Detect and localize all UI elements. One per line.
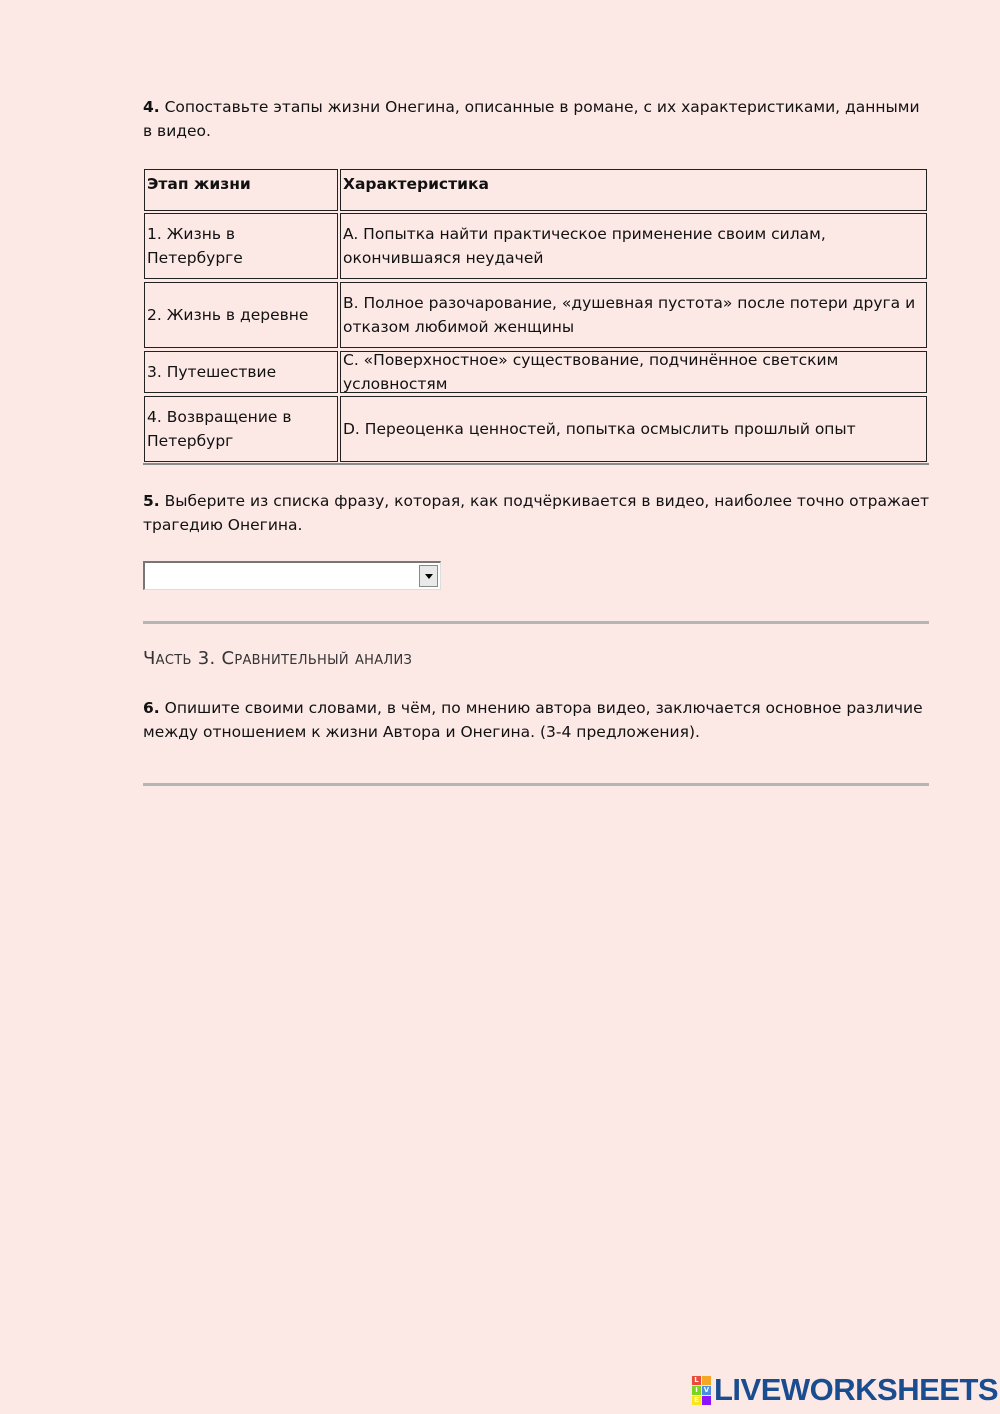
logo-letter-v: V (703, 1385, 710, 1394)
table-cell-char-b: B. Полное разочарование, «душевная пустота» после потери друга и отказом любимой женщины (340, 282, 927, 348)
question-5-text: Выберите из списка фразу, которая, как подчёркивается в видео, наиболее точно отражает трагедию Онегина. (143, 492, 930, 534)
table-header-stage: Этап жизни (144, 169, 338, 211)
question-5 (143, 489, 933, 537)
question-4-number: 4. (143, 98, 160, 116)
phrase-select-dropdown[interactable] (143, 561, 441, 590)
table-cell-char-d: D. Переоценка ценностей, попытка осмыслить прошлый опыт (340, 396, 927, 462)
logo-blocks-icon (692, 1376, 711, 1405)
logo-letter-e: E (692, 1396, 701, 1405)
table-cell-char-c: C. «Поверхностное» существование, подчинённое светским условностям (340, 351, 927, 393)
question-6 (143, 696, 933, 744)
logo-block (702, 1396, 711, 1405)
question-6-text: Опишите своими словами, в чём, по мнению автора видео, заключается основное различие между отношением к жизни Автора и Онегина. (3-4 предложения). (143, 699, 923, 741)
question-6-number: 6. (143, 699, 160, 717)
liveworksheets-logo (692, 1374, 998, 1406)
section-divider (143, 621, 929, 624)
question-5-number: 5. (143, 492, 160, 510)
dropdown-arrow-icon[interactable] (419, 565, 438, 587)
part-3-title: Часть 3. Сравнительный анализ (143, 648, 413, 669)
table-cell-stage-3: 3. Путешествие (144, 351, 338, 393)
table-header-characteristic: Характеристика (340, 169, 927, 211)
table-cell-stage-2: 2. Жизнь в деревне (144, 282, 338, 348)
table-cell-stage-1: 1. Жизнь в Петербурге (144, 213, 338, 279)
question-4 (143, 95, 933, 143)
logo-letter-l: L (692, 1376, 701, 1385)
logo-letter-i: I (692, 1386, 701, 1395)
answer-line[interactable] (143, 783, 929, 786)
table-bottom-rule (143, 463, 929, 465)
table-cell-stage-4: 4. Возвращение в Петербург (144, 396, 338, 462)
logo-text: LIVEWORKSHEETS (714, 1372, 999, 1407)
logo-block (702, 1376, 711, 1385)
question-4-text: Сопоставьте этапы жизни Онегина, описанные в романе, с их характеристиками, данными в видео. (143, 98, 920, 140)
table-cell-char-a: A. Попытка найти практическое применение своим силам, окончившаяся неудачей (340, 213, 927, 279)
